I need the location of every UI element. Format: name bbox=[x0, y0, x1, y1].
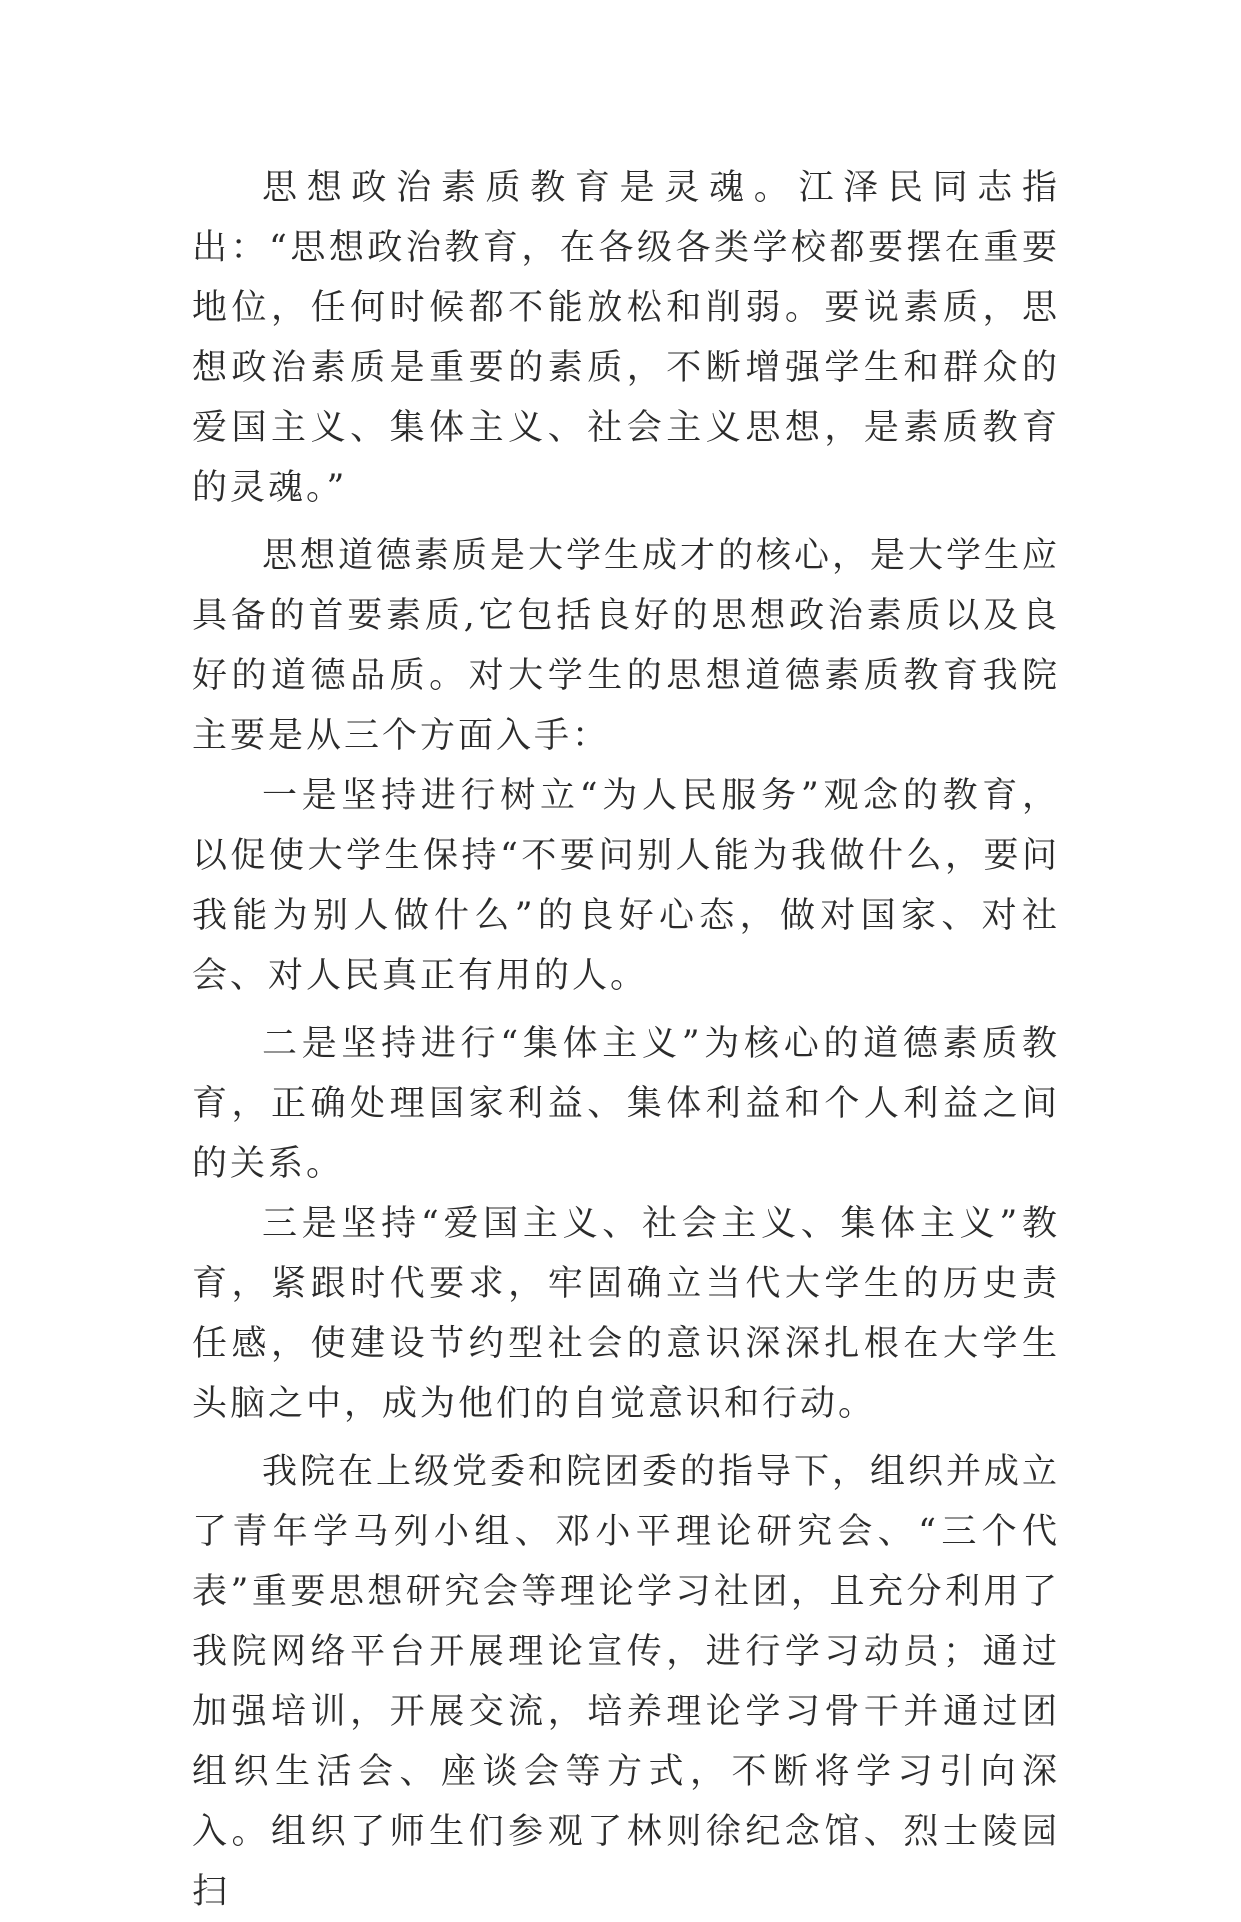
paragraph-ideological-education: 思想政治素质教育是灵魂。江泽民同志指出：“思想政治教育，在各级各类学校都要摆在重要地位，任何时候都不能放松和削弱。要说素质，思想政治素质是重要的素质，不断增强学生和群众的爱国主义、集体主义、社会主义思想，是素质教育的灵魂。” bbox=[192, 168, 1060, 508]
paragraph-point-two: 二是坚持进行“集体主义”为核心的道德素质教育，正确处理国家利益、集体利益和个人利益之间的关系。 bbox=[192, 1024, 1060, 1184]
paragraph-point-three: 三是坚持“爱国主义、社会主义、集体主义”教育，紧跟时代要求，牢固确立当代大学生的历史责任感，使建设节约型社会的意识深深扎根在大学生头脑之中，成为他们的自觉意识和行动。 bbox=[192, 1204, 1060, 1424]
paragraph-moral-quality: 思想道德素质是大学生成才的核心，是大学生应具备的首要素质,它包括良好的思想政治素质以及良好的道德品质。对大学生的思想道德素质教育我院主要是从三个方面入手： bbox=[192, 536, 1061, 756]
paragraph-point-one: 一是坚持进行树立“为人民服务”观念的教育，以促使大学生保持“不要问别人能为我做什么，要问我能为别人做什么”的良好心态，做对国家、对社会、对人民真正有用的人。 bbox=[192, 776, 1060, 996]
paragraph-study-groups: 我院在上级党委和院团委的指导下，组织并成立了青年学马列小组、邓小平理论研究会、“三个代表”重要思想研究会等理论学习社团，且充分利用了我院网络平台开展理论宣传，进行学习动员；通过加强培训，开展交流，培养理论学习骨干并通过团组织生活会、座谈会等方式，不断将学习引向深入。组织了师生们参观了林则徐纪念馆、烈士陵园扫 bbox=[192, 1452, 1061, 1912]
document-body bbox=[192, 158, 1060, 1922]
